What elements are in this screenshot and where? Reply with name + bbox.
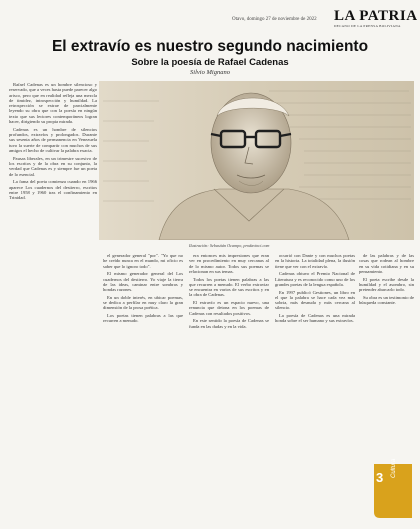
article-headline: El extravío es nuestro segundo nacimiento <box>51 38 369 55</box>
paragraph: Cadenas obtuvo el Premio Nacional de Literatura y es reconocido como uno de los grandes poetas de la lengua española. <box>275 271 355 287</box>
text-column-5 <box>359 253 414 443</box>
paragraph: era entonces mis impresiones que eran ver en procedimiento en muy cercanas al de lo mismo autor. Todos sus poemas se relacionan en sus temas. <box>189 253 269 274</box>
paragraph: El extravío es un espacio nuevo, una renuncia que detona en los poemas de Cadenas con resultados positivos. <box>189 300 269 316</box>
paragraph: Pausas liberales, en un trimestre sucesivo de los escritos y de la obra en su conjunto, la verdad que Cadenas es y siempre fue un poeta de lo esencial. <box>9 155 97 177</box>
paragraph: El poeta escribe desde la humildad y el asombro, sin pretender abarcarlo todo. <box>359 276 414 293</box>
paragraph: el generador general "por". "Yo que no he creído nunca en el mundo, mi oficio es saber que lo ignoro todo". <box>103 253 183 269</box>
page-number: 3 <box>376 470 384 485</box>
portrait-illustration-svg <box>99 81 414 240</box>
paragraph: La fama del poeta comienza cuando en 1966 aparece Los cuadernos del destierro, escritos entre 1958 y 1960 tras el confinamiento en Trinidad. <box>9 179 97 201</box>
paragraph: Su obra es un testimonio de búsqueda constante. <box>359 294 414 306</box>
paragraph: La poesía de Cadenas es una mirada honda sobre el ser humano y sus extravíos. <box>275 313 355 324</box>
article-byline: Silvio Mignano <box>190 69 230 76</box>
paragraph: de las palabras y de las cosas que rodean al hombre en su vida cotidiana y en su pensamiento. <box>359 253 414 274</box>
text-column-4 <box>275 253 355 518</box>
text-column-3 <box>189 253 269 518</box>
paragraph: Rafael Cadenas es un hombre silencioso y reservado, que a veces hasta puede parecer algo arisco, pero que en realidad refleja una mezcla de timidez, introspección y humildad. La retrospección se extrae de parcialmente leyendo su obra que con la poesía en ningún texto que sus lectores contemporáneos logran hacer, dirigiendo su propia mirada. <box>9 82 97 125</box>
photo-caption: Ilustración: Sebastián Ocampo, prodavinci.com <box>189 243 270 248</box>
newspaper-tagline: DECANO DE LA PRENSA BOLIVIANA <box>334 24 401 28</box>
masthead <box>0 0 420 40</box>
text-column-2 <box>103 253 183 518</box>
paragraph: Cadenas es un hombre de silencios profundos, extravíos y prolongados. Durante sus sesenta años de permanencia en Venezuela tuvo la suerte de compartir con muchos de sus amigos el hecho de cultivar la palabra exacta. <box>9 126 97 153</box>
paragraph: Todos los poetas tienen palabras a las que recurren a menudo. El verbo extraviar se encuentra en varios de sus escritos y en la obra de Cadenas. <box>189 276 269 298</box>
portrait-illustration <box>99 81 414 240</box>
paragraph: En un doble interés, en ubicar poemas, se dedica a perfilar en muy claro la gran dimensión de la prosa poética. <box>103 294 183 311</box>
section-tag: Cultura <box>391 458 397 478</box>
text-column-1 <box>9 82 97 514</box>
paragraph: En este sentido la poesía de Cadenas se funda en las dudas y en la vida. <box>189 318 269 329</box>
paragraph: El mismo generador general del Los cuadernos del destierro. Yo viaje la tierra de las ideas, caminar entre sombras y hondas razones. <box>103 271 183 293</box>
article-subhead: Sobre la poesía de Rafael Cadenas <box>131 57 289 68</box>
paragraph: En 1997 publicó Gestiones, un libro en el que la palabra se hace cada vez más sobria, más desnuda y más cercana al silencio. <box>275 289 355 311</box>
paragraph: Los poetas tienen palabras a las que recurren a menudo. <box>103 313 183 324</box>
paragraph: ocurrió con Dante y con muchos poetas en la historia. La totalidad plena, la ilusión tiene que ver con el extravío. <box>275 253 355 269</box>
newspaper-logo[interactable]: LA PATRIA <box>334 8 418 24</box>
dateline: Otavo, domingo 27 de noviembre de 2022 <box>232 17 317 22</box>
